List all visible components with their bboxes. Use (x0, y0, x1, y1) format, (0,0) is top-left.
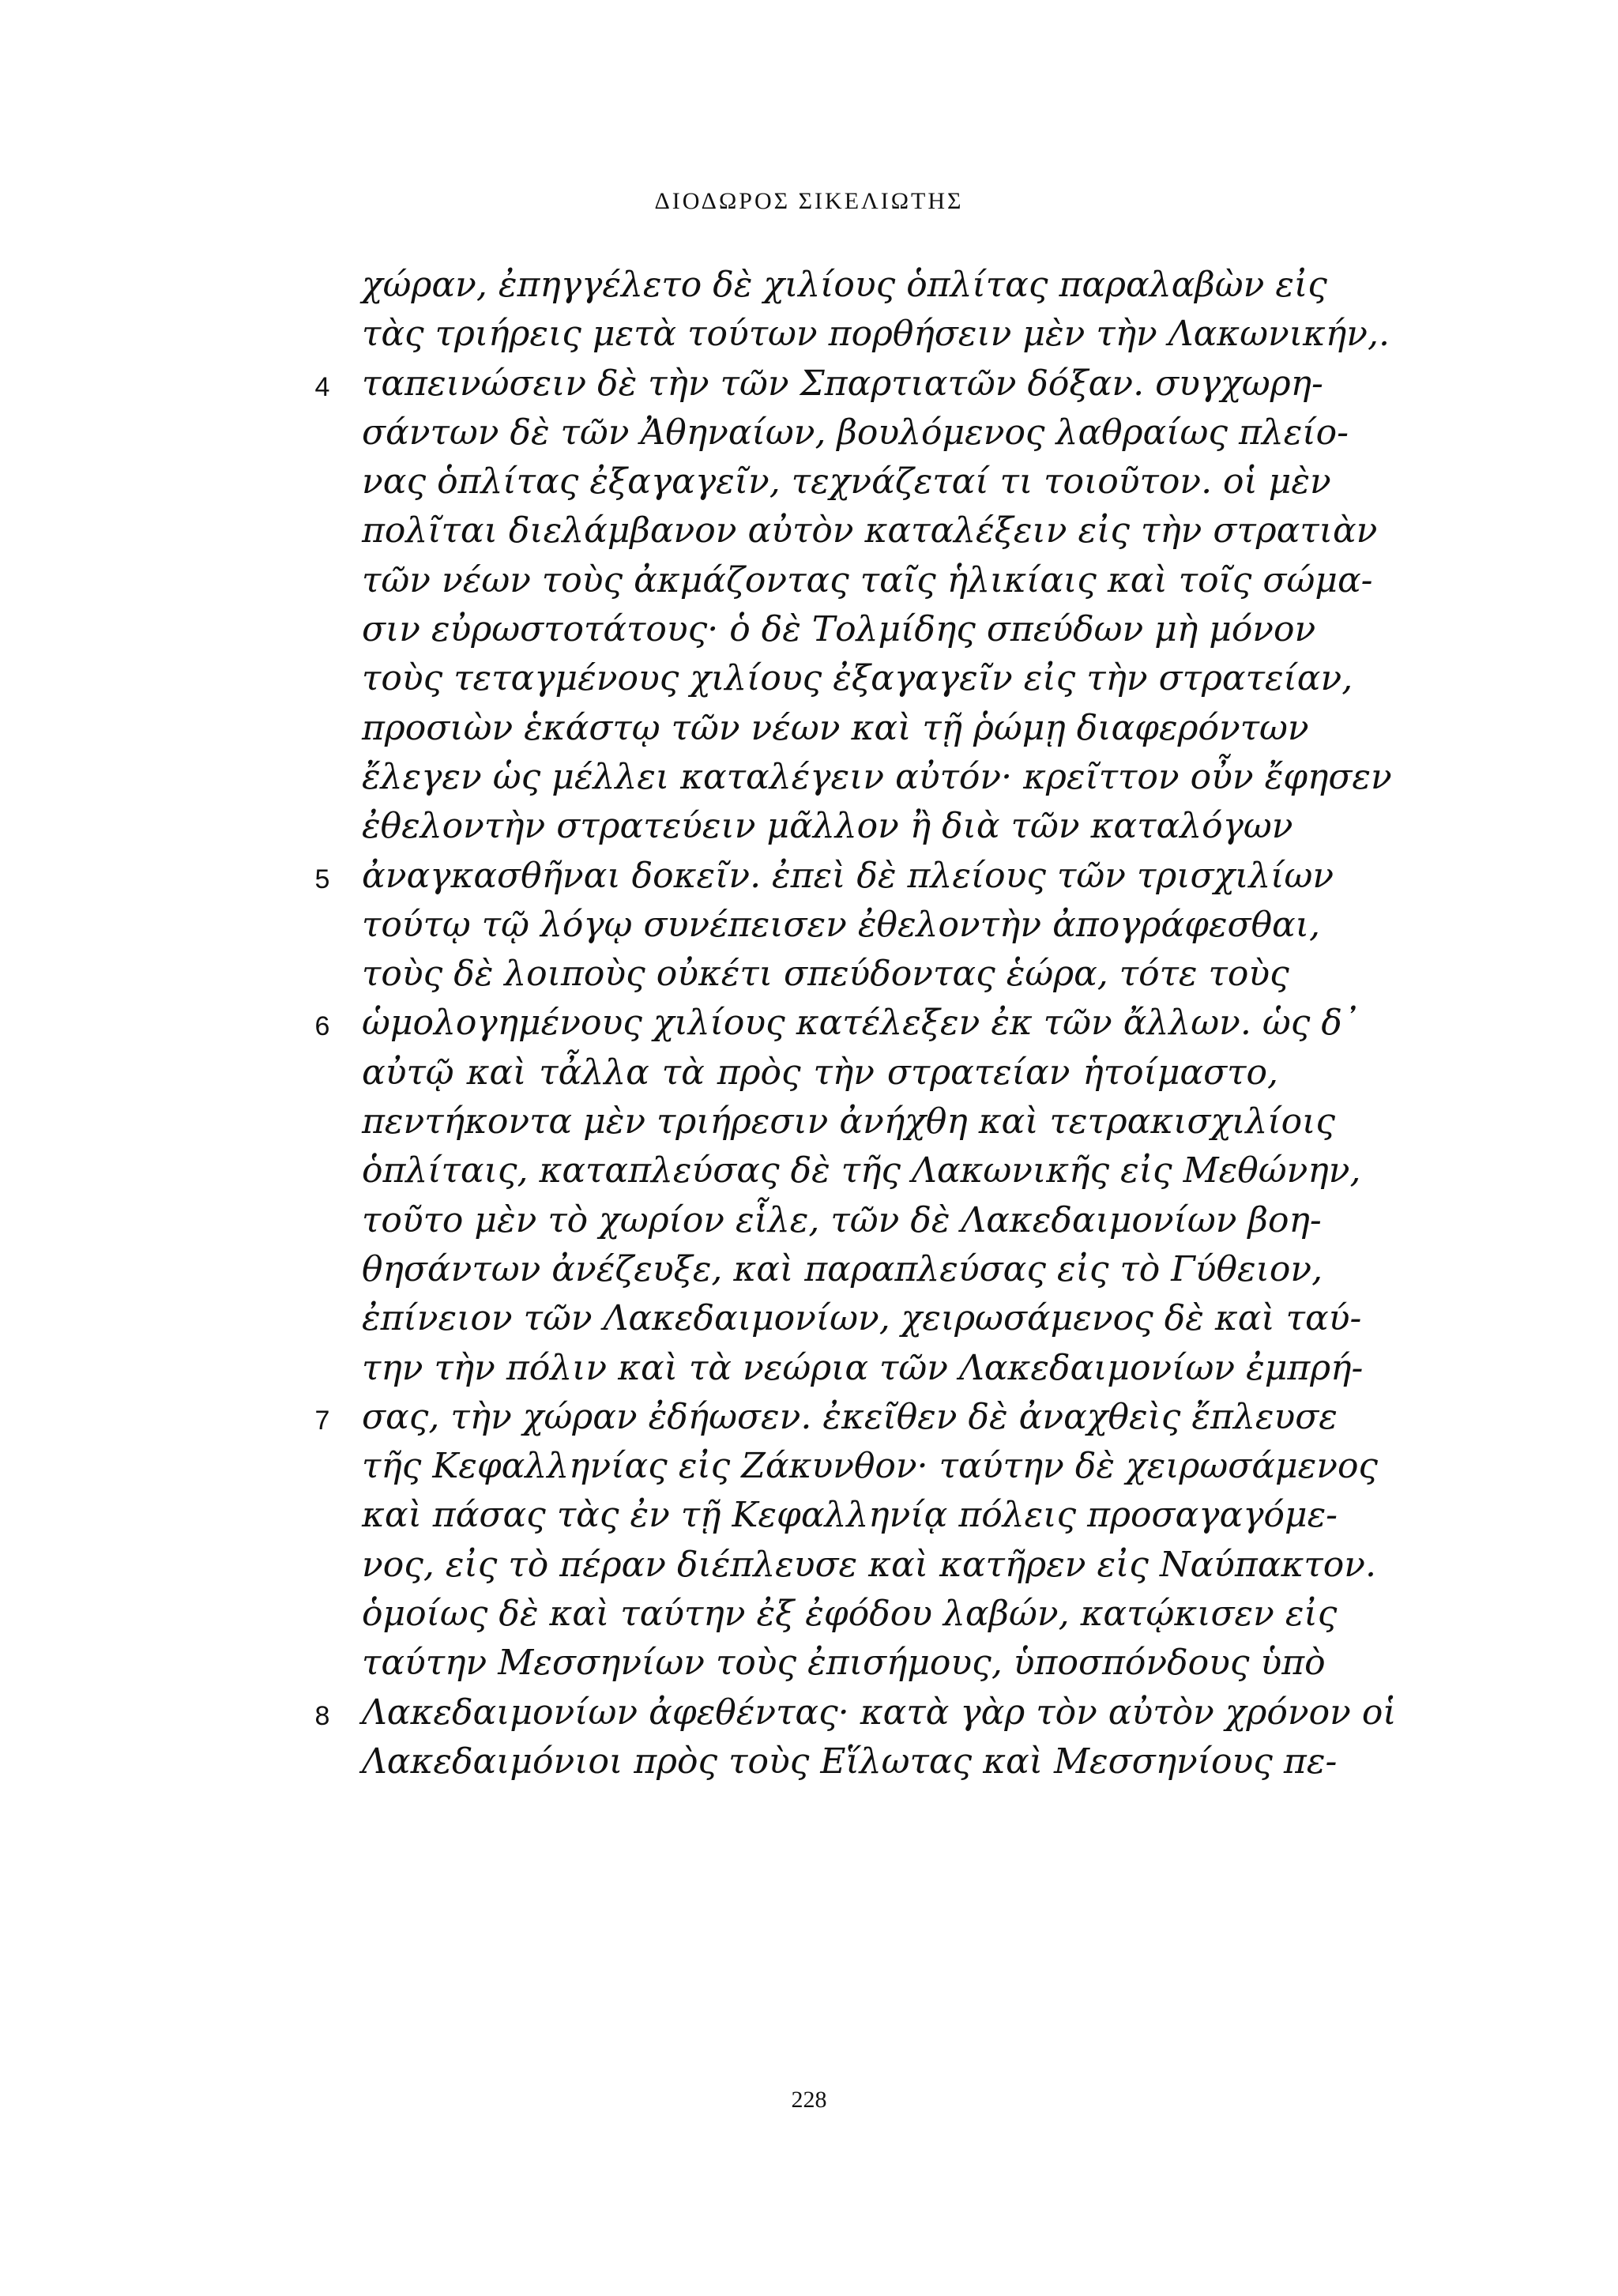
line-text: ἐπίνειον τῶν Λακεδαιμονίων, χειρωσάμενος δὲ καὶ ταύ- (362, 1298, 1362, 1339)
text-line (0, 556, 1618, 605)
text-line (0, 901, 1618, 950)
text-line (0, 605, 1618, 654)
section-number: 6 (314, 1011, 330, 1042)
section-number: 5 (314, 864, 330, 894)
page-number: 228 (791, 2087, 827, 2113)
text-line (0, 359, 1618, 408)
line-text: ἔλεγεν ὡς μέλλει καταλέγειν αὐτόν· κρεῖττον οὖν ἔφησεν (362, 756, 1392, 797)
text-line (0, 1344, 1618, 1393)
line-text: την τὴν πόλιν καὶ τὰ νεώρια τῶν Λακεδαιμονίων ἐμπρή- (362, 1347, 1364, 1388)
line-text: τῆς Κεφαλληνίας εἰς Ζάκυνθον· ταύτην δὲ χειρωσάμενος (362, 1446, 1379, 1487)
text-line (0, 1196, 1618, 1245)
line-text: τοὺς τεταγμένους χιλίους ἐξαγαγεῖν εἰς τὴν στρατείαν, (362, 658, 1353, 699)
line-text: ταύτην Μεσσηνίων τοὺς ἐπισήμους, ὑποσπόνδους ὑπὸ (362, 1643, 1326, 1684)
text-line (0, 802, 1618, 851)
line-text: ὁπλίταις, καταπλεύσας δὲ τῆς Λακωνικῆς εἰς Μεθώνην, (362, 1150, 1361, 1191)
running-head: ΔΙΟΔΩΡΟΣ ΣΙΚΕΛΙΩΤΗΣ (654, 188, 964, 214)
line-text: αὐτῷ καὶ τἆλλα τὰ πρὸς τὴν στρατείαν ἡτοίμαστο, (362, 1052, 1278, 1093)
text-line (0, 1639, 1618, 1688)
text-line (0, 1097, 1618, 1146)
line-text: θησάντων ἀνέζευξε, καὶ παραπλεύσας εἰς τὸ Γύθειον, (362, 1248, 1323, 1289)
text-line (0, 1146, 1618, 1195)
line-text: σάντων δὲ τῶν Ἀθηναίων, βουλόμενος λαθραίως πλείο- (362, 412, 1349, 453)
text-line (0, 1541, 1618, 1590)
text-line (0, 1245, 1618, 1294)
text-line (0, 999, 1618, 1048)
text-line (0, 506, 1618, 555)
text-line (0, 1737, 1618, 1786)
line-text: σιν εὐρωστοτάτους· ὁ δὲ Τολμίδης σπεύδων μὴ μόνον (362, 609, 1316, 650)
text-line (0, 1294, 1618, 1343)
text-line (0, 753, 1618, 802)
section-number: 8 (314, 1700, 330, 1731)
line-text: τῶν νέων τοὺς ἀκμάζοντας ταῖς ἡλικίαις καὶ τοῖς σώμα- (362, 559, 1373, 600)
line-text: Λακεδαιμόνιοι πρὸς τοὺς Εἵλωτας καὶ Μεσσηνίους πε- (362, 1741, 1338, 1782)
line-text: τοῦτο μὲν τὸ χωρίον εἷλε, τῶν δὲ Λακεδαιμονίων βοη- (362, 1199, 1322, 1240)
text-line (0, 1491, 1618, 1540)
section-number: 4 (314, 371, 330, 402)
text-line (0, 1048, 1618, 1097)
line-text: πεντήκοντα μὲν τριήρεσιν ἀνήχθη καὶ τετρακισχιλίοις (362, 1101, 1335, 1142)
text-line (0, 1393, 1618, 1442)
text-line (0, 852, 1618, 901)
line-text: ταπεινώσειν δὲ τὴν τῶν Σπαρτιατῶν δόξαν. συγχωρη- (362, 363, 1323, 404)
text-line (0, 408, 1618, 457)
text-line (0, 950, 1618, 999)
line-text: ὁμοίως δὲ καὶ ταύτην ἐξ ἐφόδου λαβών, κατῴκισεν εἰς (362, 1594, 1338, 1635)
line-text: νας ὁπλίτας ἐξαγαγεῖν, τεχνάζεταί τι τοιοῦτον. οἱ μὲν (362, 461, 1331, 502)
line-text: ἀναγκασθῆναι δοκεῖν. ἐπεὶ δὲ πλείους τῶν τρισχιλίων (362, 855, 1334, 896)
text-line (0, 1688, 1618, 1737)
line-text: ἐθελοντὴν στρατεύειν μᾶλλον ἢ διὰ τῶν καταλόγων (362, 806, 1293, 847)
line-text: σας, τὴν χώραν ἐδήωσεν. ἐκεῖθεν δὲ ἀναχθεὶς ἔπλευσε (362, 1396, 1338, 1437)
line-text: ὡμολογημένους χιλίους κατέλεξεν ἐκ τῶν ἄλλων. ὡς δ᾽ (362, 1003, 1360, 1044)
text-line (0, 310, 1618, 359)
line-text: πολῖται διελάμβανον αὐτὸν καταλέξειν εἰς τὴν στρατιὰν (362, 510, 1378, 551)
line-text: τὰς τριήρεις μετὰ τούτων πορθήσειν μὲν τὴν Λακωνικήν,. (362, 314, 1390, 355)
line-text: τοὺς δὲ λοιποὺς οὐκέτι σπεύδοντας ἑώρα, τότε τοὺς (362, 954, 1289, 995)
line-text: καὶ πάσας τὰς ἐν τῇ Κεφαλληνίᾳ πόλεις προσαγαγόμε- (362, 1495, 1338, 1536)
line-text: Λακεδαιμονίων ἀφεθέντας· κατὰ γὰρ τὸν αὐτὸν χρόνον οἱ (362, 1692, 1397, 1733)
line-text: χώραν, ἐπηγγέλετο δὲ χιλίους ὁπλίτας παραλαβὼν εἰς (362, 265, 1327, 305)
text-line (0, 457, 1618, 506)
text-line (0, 261, 1618, 310)
text-line (0, 654, 1618, 703)
text-line (0, 1590, 1618, 1639)
text-line (0, 704, 1618, 753)
line-text: τούτῳ τῷ λόγῳ συνέπεισεν ἐθελοντὴν ἀπογράφεσθαι, (362, 904, 1321, 945)
line-text: νος, εἰς τὸ πέραν διέπλευσε καὶ κατῆρεν εἰς Ναύπακτον. (362, 1544, 1376, 1585)
line-text: προσιὼν ἑκάστῳ τῶν νέων καὶ τῇ ῥώμῃ διαφερόντων (362, 707, 1309, 748)
text-line (0, 1442, 1618, 1491)
text-block (0, 261, 1618, 1786)
section-number: 7 (314, 1405, 330, 1436)
